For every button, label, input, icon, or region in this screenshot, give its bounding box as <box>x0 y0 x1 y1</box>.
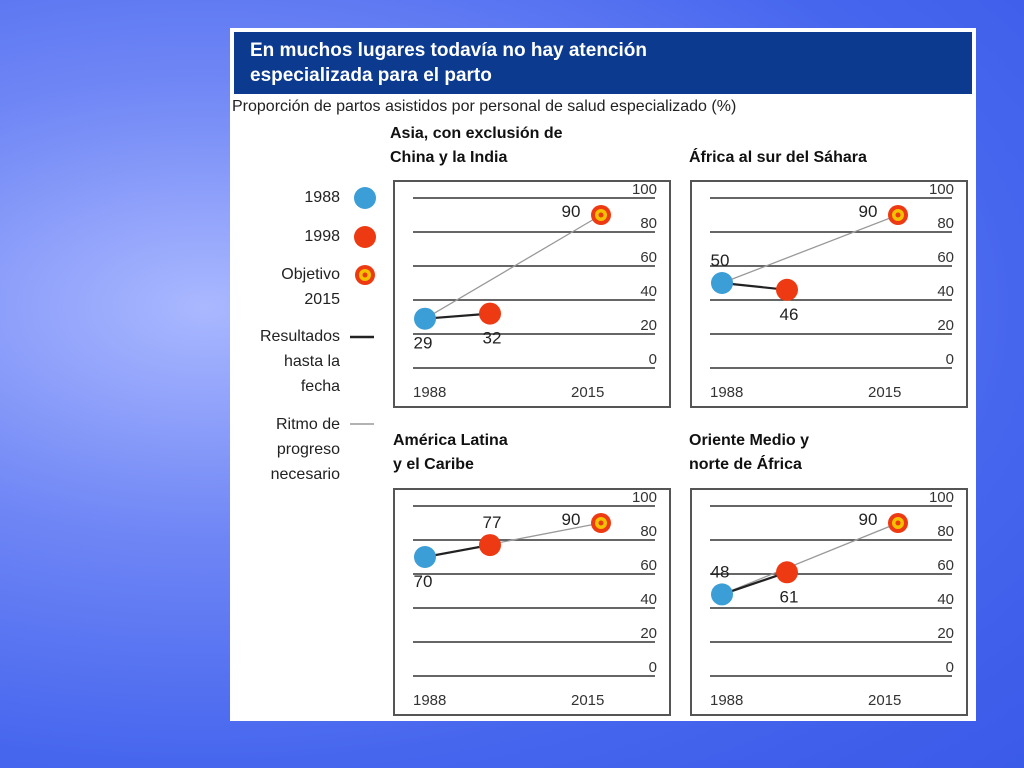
data-label-1988: 29 <box>413 333 433 353</box>
legend-objective-target-icon <box>352 262 378 288</box>
target-2015-center <box>896 521 901 526</box>
legend-pace-label: Ritmo de progreso necesario <box>270 416 340 483</box>
y-tick-label: 20 <box>640 317 657 334</box>
x-tick-label: 1988 <box>710 384 744 401</box>
legend-results-label: Resultados hasta la fecha <box>259 328 340 395</box>
legend-results-line-icon <box>350 332 376 342</box>
x-tick-label: 2015 <box>868 384 902 401</box>
pace-line <box>722 215 898 283</box>
chart-asia-svg <box>395 182 669 406</box>
y-tick-label: 100 <box>631 490 657 506</box>
y-tick-label: 60 <box>937 557 954 574</box>
y-tick-label: 100 <box>928 490 954 506</box>
point-1988 <box>414 308 436 330</box>
x-tick-label: 1988 <box>413 692 447 709</box>
legend-objective-label: Objetivo 2015 <box>281 266 340 308</box>
legend-1998-dot-icon <box>352 224 378 250</box>
title-bar <box>234 32 972 94</box>
chart-subtitle: Proporción de partos asistidos por personal de salud especializado (%) <box>232 98 737 115</box>
y-tick-label: 40 <box>640 591 657 608</box>
chart-middle-east <box>690 488 968 716</box>
y-tick-label: 80 <box>640 215 657 232</box>
target-2015-center <box>896 213 901 218</box>
x-tick-label: 2015 <box>571 384 605 401</box>
y-tick-label: 0 <box>945 659 954 676</box>
data-label-1998: 32 <box>482 328 502 348</box>
y-tick-label: 0 <box>648 351 657 368</box>
legend-1998-label: 1998 <box>304 228 340 245</box>
data-label-1988: 50 <box>710 251 730 270</box>
pace-line <box>722 523 898 594</box>
x-tick-label: 2015 <box>868 692 902 709</box>
data-label-target: 90 <box>561 202 581 221</box>
chart-africa-svg <box>692 182 966 406</box>
y-tick-label: 60 <box>640 557 657 574</box>
y-tick-label: 0 <box>945 351 954 368</box>
y-tick-label: 80 <box>640 523 657 540</box>
y-tick-label: 20 <box>937 317 954 334</box>
y-tick-label: 20 <box>937 625 954 642</box>
chart-latin-america-svg <box>395 490 669 714</box>
y-tick-label: 60 <box>640 249 657 266</box>
title-line-1: En muchos lugares todavía no hay atención <box>250 40 647 61</box>
data-label-1988: 48 <box>710 562 730 582</box>
y-tick-label: 40 <box>937 591 954 608</box>
x-tick-label: 2015 <box>571 692 605 709</box>
legend-pace-line-icon <box>350 419 376 429</box>
chart-latin-america <box>393 488 671 716</box>
point-1998 <box>776 279 798 301</box>
target-2015-center <box>599 521 604 526</box>
slide <box>230 28 976 721</box>
point-1998 <box>776 561 798 583</box>
data-label-1988: 70 <box>413 572 433 591</box>
data-label-target: 90 <box>561 510 581 529</box>
panel-title-africa: África al sur del Sáhara <box>689 149 867 166</box>
y-tick-label: 40 <box>937 283 954 300</box>
point-1998 <box>479 534 501 556</box>
y-tick-label: 60 <box>937 249 954 266</box>
y-tick-label: 80 <box>937 215 954 232</box>
data-label-1998: 77 <box>482 513 502 533</box>
legend-1988-dot-icon <box>352 185 378 211</box>
point-1988 <box>711 272 733 294</box>
panel-title-asia: Asia, con exclusión de China y la India <box>390 125 563 166</box>
data-label-1998: 46 <box>779 304 799 324</box>
legend-1988-label: 1988 <box>304 189 340 206</box>
data-label-target: 90 <box>858 510 878 529</box>
point-1988 <box>711 583 733 605</box>
y-tick-label: 40 <box>640 283 657 300</box>
target-2015-center <box>599 213 604 218</box>
panel-title-middle-east: Oriente Medio y norte de África <box>689 432 810 473</box>
x-tick-label: 1988 <box>710 692 744 709</box>
point-1988 <box>414 546 436 568</box>
y-tick-label: 100 <box>928 182 954 198</box>
chart-africa <box>690 180 968 408</box>
y-tick-label: 100 <box>631 182 657 198</box>
pace-line <box>425 215 601 319</box>
y-tick-label: 80 <box>937 523 954 540</box>
y-tick-label: 0 <box>648 659 657 676</box>
panel-title-latin-america: América Latina y el Caribe <box>393 432 508 473</box>
data-label-1998: 61 <box>779 587 799 607</box>
point-1998 <box>479 303 501 325</box>
y-tick-label: 20 <box>640 625 657 642</box>
data-label-target: 90 <box>858 202 878 221</box>
chart-middle-east-svg <box>692 490 966 714</box>
x-tick-label: 1988 <box>413 384 447 401</box>
chart-asia <box>393 180 671 408</box>
title-line-2: especializada para el parto <box>250 65 492 86</box>
